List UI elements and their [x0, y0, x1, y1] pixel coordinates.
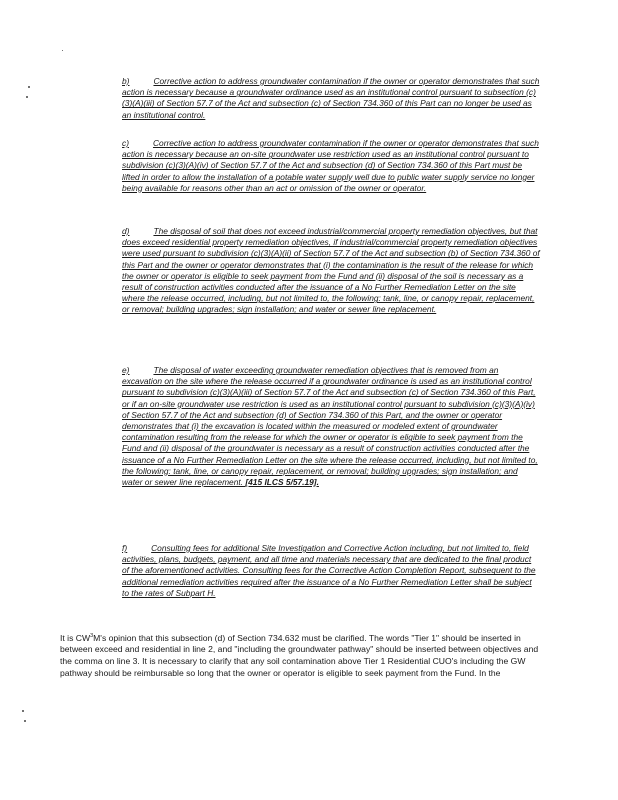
section-b-label: b) — [122, 76, 130, 86]
section-e-label: e) — [122, 365, 130, 375]
section-d-text: The disposal of soil that does not exceed industrial/commercial property remediation objectives, but that does exceed residential property remediation objectives, if industrial/commercial property remediation objectives were used pursuant to subdivision (c)(3)(A)(ii) of Section 57.7 of the Act and subsection (b) of Section 734.360 of this Part and the owner or operator demonstrates that (i) the contamination is the result of the release for which the owner or operator is eligible to seek payment from the Fund and (ii) disposal of the soil is necessary as a result of construction activities conducted after the issuance of a No Further Remediation Letter on the site where the release occurred, including, but not limited to, the following: tank, line, or canopy repair, replacement, or removal; building upgrades; sign installation; and water or sewer line replacement. — [122, 226, 540, 315]
comment-superscript: 3 — [90, 633, 94, 639]
section-c-label: c) — [122, 138, 129, 148]
section-b-text: Corrective action to address groundwater contamination if the owner or operator demonstrates that such action is necessary because a groundwater ordinance used as an institutional control pursuant to subsection (c)(3)(A)(iii) of Section 57.7 of the Act and subsection (c) of Section 734.360 of this Part can no longer be used as an institutional control. — [122, 76, 540, 120]
scan-speck — [28, 86, 30, 88]
scan-speck — [62, 50, 63, 51]
section-e-citation: [415 ILCS 5/57.19]. — [245, 477, 319, 488]
section-d-label: d) — [122, 226, 130, 236]
section-f — [122, 543, 540, 599]
section-e-text: The disposal of water exceeding groundwater remediation objectives that is removed from an excavation on the site where the release occurred if a groundwater ordinance is used as an institutional control pursuant to subdivision (c)(3)(A)(iii) of Section 57.7 of the Act and subsection (c) of Section 734.360 of this Part, or if an on-site groundwater use restriction is used as an institutional control pursuant to subdivision (c)(3)(A)(iv) of Section 57.7 of the Act and subsection (d) of Section 734.360 of this Part, and the owner or operator demonstrates that (i) the excavation is located within the measured or modeled extent of groundwater contamination resulting from the release for which the owner or operator is eligible to seek payment from the Fund and (ii) disposal of the groundwater is necessary as a result of construction activities conducted after the issuance of a No Further Remediation Letter on the site where the release occurred, including, but not limited to, the following: tank, line, or canopy repair, replacement, or removal; building upgrades; sign installation; and water or sewer line replacement. — [122, 365, 538, 488]
section-f-text: Consulting fees for additional Site Investigation and Corrective Action including, but not limited to, field activities, plans, budgets, payment, and all time and materials necessary that are dedicated to the final product of the aforementioned activities. Consulting fees for the Corrective Action Completion Report, subsequent to the additional remediation activities required after the issuance of a No Further Remediation Letter shall be subject to the rates of Subpart H. — [122, 543, 536, 598]
section-c-text: Corrective action to address groundwater contamination if the owner or operator demonstrates that such action is necessary because an on-site groundwater use restriction used as an institutional control pursuant to subdivision (c)(3)(A)(iv) of Section 57.7 of the Act and subsection (d) of Section 734.360 of this Part must be lifted in order to allow the installation of a potable water supply well due to public water supply service no longer being available for reasons other than an act or omission of the owner or operator. — [122, 138, 539, 193]
section-b — [122, 76, 540, 121]
scan-speck — [22, 710, 24, 712]
section-e — [122, 365, 540, 488]
scan-speck — [24, 720, 26, 722]
section-c — [122, 138, 540, 194]
comment-text: M's opinion that this subsection (d) of Section 734.632 must be clarified. The words "Tier 1" should be inserted in between exceed and residential in line 2, and "including the groundwater pathway" should be inserted between objectives and the comma on line 3. It is necessary to clarify that any soil contamination above Tier 1 Residential CUO's including the GW pathway should be reimbursable so long that the owner or operator is eligible to seek payment from the Fund. In the — [60, 632, 539, 678]
scan-speck — [26, 96, 28, 98]
comment-paragraph — [60, 631, 544, 679]
section-d — [122, 226, 540, 316]
section-f-label: f) — [122, 543, 128, 553]
comment-lead: It is CW — [60, 632, 91, 643]
